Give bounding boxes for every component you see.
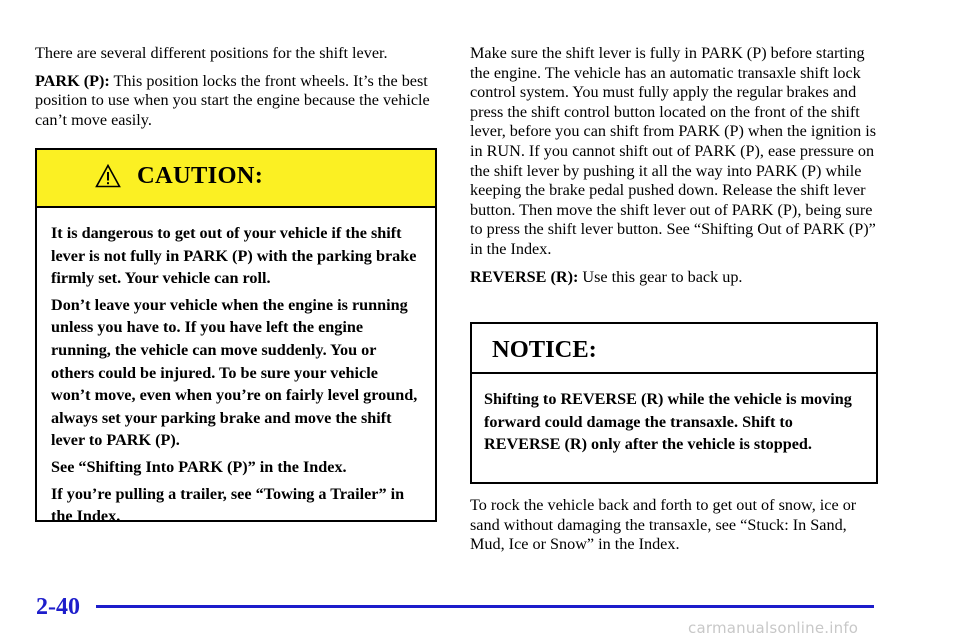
park-label: PARK (P):: [35, 71, 110, 90]
intro-paragraph: There are several different positions for the shift lever.: [35, 44, 388, 62]
page-number: 2-40: [36, 594, 80, 620]
footer-rule: [96, 605, 874, 608]
caution-paragraph: Don’t leave your vehicle when the engine is running unless you have to. If you have left the engine running, the vehicle can move suddenly. You or others could be injured. To be sure your vehicle won’t move, even when you’re on fairly level ground, always set your parking brake and move the shift lever to PARK (P).: [51, 295, 418, 450]
reverse-text: Use this gear to back up.: [578, 267, 743, 286]
caution-title: CAUTION:: [137, 162, 264, 189]
reverse-label: REVERSE (R):: [470, 267, 579, 286]
notice-text: Shifting to REVERSE (R) while the vehicle is moving forward could damage the transaxle. Shift to REVERSE (R) only after the vehicle is stopped.: [484, 390, 852, 454]
warning-triangle-icon: [95, 164, 121, 188]
park-paragraph: [35, 72, 440, 131]
park-shift-paragraph: Make sure the shift lever is fully in PARK (P) before starting the engine. The vehicle has an automatic transaxle shift lock control system. You must fully apply the regular brakes and press the shift control button located on the front of the shift lever, before you can shift from PARK (P) when the ignition is in RUN. If you cannot shift out of PARK (P), ease pressure on the shift lever by pushing it all the way into PARK (P) while keeping the brake pedal pushed down. Release the shift lever button. Then move the shift lever out of PARK (P), being sure to press the shift lever button. See “Shifting Out of PARK (P)” in the Index.: [470, 44, 877, 258]
caution-paragraph: If you’re pulling a trailer, see “Towing a Trailer” in the Index.: [51, 484, 405, 526]
park-text: This position locks the front wheels. It’s the best position to use when you start the engine because the vehicle can’t move easily.: [35, 71, 430, 129]
right-column: [470, 44, 878, 287]
caution-header: [37, 150, 435, 208]
watermark-text: carmanualsonline.info: [688, 619, 859, 637]
notice-title: NOTICE:: [492, 336, 597, 363]
reverse-paragraph: [470, 268, 878, 288]
caution-paragraph: See “Shifting Into PARK (P)” in the Index.: [51, 457, 347, 476]
caution-body: [37, 208, 435, 528]
caution-paragraph: It is dangerous to get out of your vehicle if the shift lever is not fully in PARK (P) with the parking brake firmly set. Your vehicle can roll.: [51, 224, 417, 288]
notice-box: [470, 322, 878, 484]
rock-vehicle-paragraph: To rock the vehicle back and forth to get out of snow, ice or sand without damaging the transaxle, see “Stuck: In Sand, Mud, Ice or Snow” in the Index.: [470, 496, 857, 554]
caution-box: [35, 148, 437, 526]
left-column: [35, 44, 440, 130]
rock-vehicle-paragraph-block: [470, 496, 878, 555]
notice-body: [472, 374, 876, 456]
notice-header: [472, 324, 876, 374]
